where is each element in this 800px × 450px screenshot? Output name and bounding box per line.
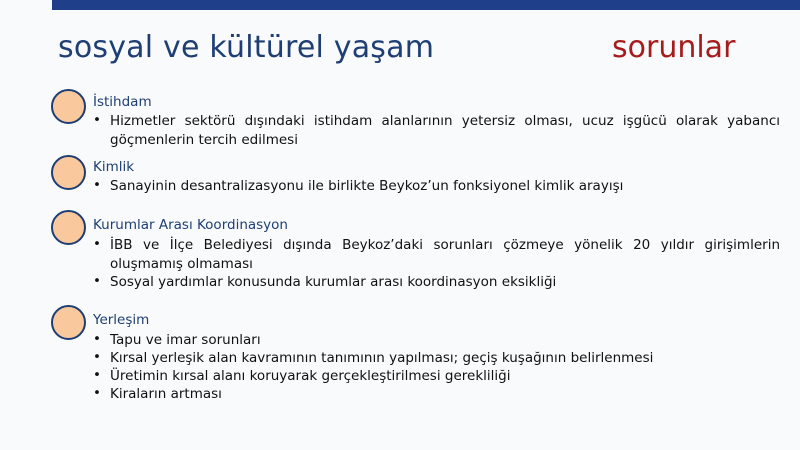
bullet-text: Kırsal yerleşik alan kavramının tanımının yapılması; geçiş kuşağının belirlenmesi — [110, 350, 654, 366]
bullet-icon: • — [93, 273, 101, 289]
bullet-icon: • — [93, 331, 101, 347]
section-marker-circle-icon — [51, 155, 86, 190]
page-title: sosyal ve kültürel yaşam — [58, 30, 435, 65]
bullet-text: Tapu ve imar sorunları — [110, 332, 261, 348]
bullet-icon: • — [93, 349, 101, 365]
section-marker-circle-icon — [51, 210, 86, 245]
bullet-icon: • — [93, 367, 101, 383]
section-heading-yerlesim: Yerleşim — [93, 312, 150, 328]
bullet-icon: • — [93, 177, 101, 193]
section-marker-circle-icon — [51, 305, 86, 340]
section-marker-circle-icon — [51, 89, 86, 124]
bullet-icon: • — [93, 236, 101, 252]
bullet-text: Hizmetler sektörü dışındaki istihdam alanlarının yetersiz olması, ucuz işgücü olarak yabancı göçmenlerin tercih edilmesi — [110, 113, 780, 148]
bullet-text: Sosyal yardımlar konusunda kurumlar arası koordinasyon eksikliği — [110, 274, 557, 290]
section-heading-kurumlar-arasi-koordinasyon: Kurumlar Arası Koordinasyon — [93, 217, 288, 233]
bullet-text: Üretimin kırsal alanı koruyarak gerçekleştirilmesi gerekliliği — [110, 368, 511, 384]
page-subtitle: sorunlar — [612, 30, 736, 65]
bullet-text: Kiraların artması — [110, 386, 222, 402]
bullet-icon: • — [93, 385, 101, 401]
bullet-icon: • — [93, 112, 101, 128]
bullet-text: İBB ve İlçe Belediyesi dışında Beykoz’daki sorunları çözmeye yönelik 20 yıldır girişimlerin oluşmamış olmaması — [110, 237, 780, 272]
bullet-text: Sanayinin desantralizasyonu ile birlikte Beykoz’un fonksiyonel kimlik arayışı — [110, 178, 624, 194]
section-heading-kimlik: Kimlik — [93, 159, 135, 175]
section-heading-istihdam: İstihdam — [93, 94, 152, 110]
top-accent-bar — [52, 0, 800, 10]
